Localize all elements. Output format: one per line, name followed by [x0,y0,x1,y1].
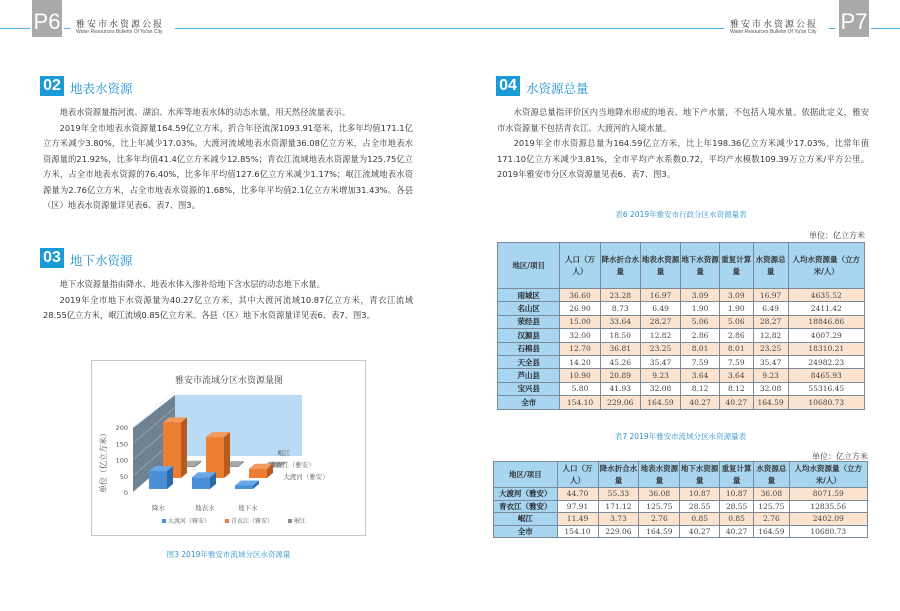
legend-label: 青衣江（雅安） [231,518,274,525]
chart-back-wall [175,395,302,456]
header-subtitle-right: Water Resources Bulletin Of Ya'an City [730,29,817,35]
table-cell: 8.12 [681,382,720,395]
row-label: 宝兴县 [498,382,560,395]
table-cell: 3.73 [598,513,639,526]
table-cell: 32.00 [560,329,600,342]
header-title-left: 雅安市水资源公报 [76,20,165,30]
column-header: 水资源总量 [754,462,789,488]
table-cell: 6.49 [640,302,680,315]
row-label: 天全县 [498,355,560,368]
table-basin-water [493,461,868,538]
section-title-groundwater: 地下水资源 [70,253,133,268]
table-cell: 3.09 [681,289,720,302]
x-tick-label: 地下水 [238,504,258,512]
page-number-right: P7 [839,0,869,37]
table-row [494,500,868,513]
row-label: 青衣江（雅安） [494,500,558,513]
header-rule-left-short [64,28,70,29]
row-label: 名山区 [498,302,560,315]
column-header: 人均水资源量（立方米/人） [789,462,867,488]
table7-caption: 表7 2019年雅安市流域分区水资源量表 [614,432,747,441]
table-cell: 12.70 [560,342,600,355]
column-header: 人均水资源量（立方米/人） [788,243,864,289]
column-header: 重复计算量 [719,243,753,289]
table-cell: 4635.52 [788,289,864,302]
bar-1-series-0 [192,477,210,489]
y-tick-label: 150 [115,440,128,449]
table-cell: 40.27 [680,525,720,538]
depth-axis-label: 青衣江（雅安） [269,461,315,469]
table-cell: 36.08 [754,488,789,501]
legend-swatch [162,519,166,523]
column-header: 重复计算量 [719,462,753,488]
column-header: 地下水资源量 [681,243,720,289]
table7-unit: 单位：亿立方米 [812,452,868,461]
column-header: 水资源总量 [753,243,788,289]
surface-water-text [43,105,413,214]
paragraph: 2019年全市水资源总量为164.59亿立方米，比上年198.36亿立方米减少17.03%，比常年值171.10亿立方米减少3.81%，全市平均产水系数0.72，平均产水模数109.39万立方米/平方公里。2019年雅安市分区水资源量见表6、表7、图3。 [497,138,869,179]
table-cell: 55316.45 [788,382,864,395]
table-cell: 35.47 [640,355,680,368]
table-cell: 125.75 [639,500,680,513]
table-cell: 23.25 [753,342,788,355]
bar-side [224,432,230,478]
table-row [498,355,865,368]
section-number-02: 02 [40,76,64,96]
y-tick-label: 50 [119,472,128,481]
table-row [498,396,865,409]
table-row [498,302,865,315]
column-header: 地表水资源量 [640,243,680,289]
table-row [498,342,865,355]
table-cell: 28.55 [680,500,720,513]
table-cell: 18846.86 [788,315,864,328]
depth-axis-label: 大渡河（雅安） [283,473,329,481]
table-row [498,369,865,382]
row-label: 荥经县 [498,315,560,328]
header-rule-right-long [450,28,724,29]
table-cell: 154.10 [557,525,598,538]
table-cell: 2.76 [754,513,789,526]
table-cell: 11.49 [557,513,598,526]
table-cell: 164.59 [753,396,788,409]
table-cell: 18310.21 [788,342,864,355]
x-tick-label: 降水 [152,504,165,512]
table-cell: 40.27 [719,525,753,538]
depth-axis-label: 岷江 [277,449,291,457]
table-cell: 7.59 [719,355,753,368]
groundwater-text [43,277,413,324]
y-tick-label: 100 [115,456,128,465]
table-cell: 154.10 [560,396,600,409]
total-water-text [497,105,869,183]
header-rule-left-long [175,28,450,29]
table-cell: 164.59 [754,525,789,538]
section-number-04: 04 [496,76,520,96]
table-cell: 3.64 [719,369,753,382]
table-cell: 10.87 [680,488,720,501]
table-cell: 0.85 [719,513,753,526]
x-tick-label: 地表水 [195,504,215,512]
row-label: 全市 [498,396,560,409]
table-cell: 23.25 [640,342,680,355]
table-cell: 8.01 [681,342,720,355]
section-number-03: 03 [40,248,64,268]
table-cell: 10.87 [719,488,753,501]
table-cell: 8071.59 [789,488,867,501]
header-rule-right-short [829,28,835,29]
paragraph: 地表水资源量指河流、湖泊、水库等地表水体的动态水量，用天然径流量表示。 [59,107,350,117]
table-cell: 12.82 [640,329,680,342]
table-cell: 12.82 [753,329,788,342]
table-cell: 16.97 [640,289,680,302]
paragraph: 2019年全市地表水资源量164.59亿立方米，折合年径流深1093.91毫米，比多年均值171.1亿立方米减少3.80%，比上年减少17.03%。大渡河流域地表水资源量36.08亿立方米，占全市地表水资源量的21.92%，比多年均值41.4亿立方米减少12.85%；青衣江流域地表水资源量为125.75亿立方米，占全市地表水资源的76.40%，比多年平均值127.6亿立方米减少1.17%；岷江流域地表水资源量为2.76亿立方米，占全市地表水资源的1.68%，比多年平均值2.1亿立方米增加31.43%。各县（区）地表水资源量详见表6、表7、图3。 [43,122,413,210]
row-label: 芦山县 [498,369,560,382]
table-cell: 26.90 [560,302,600,315]
table-cell: 2411.42 [788,302,864,315]
table-cell: 18.50 [600,329,640,342]
row-label: 全市 [494,525,558,538]
paragraph: 2019年全市地下水资源量为40.27亿立方米，其中大渡河流域10.87亿立方米，青衣江流域28.55亿立方米，岷江流域0.85亿立方米。各县（区）地下水资源量详见表6、表7、图3。 [43,294,413,320]
table-cell: 44.70 [557,488,598,501]
bar-0-series-0 [149,471,167,489]
table-cell: 229.06 [598,525,639,538]
table-cell: 16.97 [753,289,788,302]
column-header: 降水折合水量 [600,243,640,289]
column-header: 地表水资源量 [639,462,680,488]
table-cell: 35.47 [753,355,788,368]
table-cell: 0.85 [680,513,720,526]
table-cell: 55.33 [598,488,639,501]
bar-chart-3d [92,361,367,537]
section-title-surface-water: 地表水资源 [70,81,133,96]
row-label: 岷江 [494,513,558,526]
table-cell: 4007.29 [788,329,864,342]
table-cell: 20.89 [600,369,640,382]
table-row [498,315,865,328]
table-cell: 23.28 [600,289,640,302]
table-cell: 32.08 [753,382,788,395]
table-cell: 10.90 [560,369,600,382]
table-cell: 229.06 [600,396,640,409]
y-axis-label: 单位（亿立方米） [99,429,108,493]
bar-2-series-1 [249,469,267,478]
y-tick-label: 0 [123,489,128,497]
table-cell: 36.08 [639,488,680,501]
table-cell: 28.27 [640,315,680,328]
table-cell: 97.91 [557,500,598,513]
table-row [498,329,865,342]
table-cell: 28.27 [753,315,788,328]
table-cell: 28.55 [719,500,753,513]
bar-2-series-0 [235,485,253,489]
table-cell: 40.27 [681,396,720,409]
page-number-left: P6 [32,0,62,37]
table-cell: 3.09 [719,289,753,302]
table-header-row [498,243,865,289]
header-rule-right [871,28,900,29]
figure-caption: 图3 2019年雅安市流域分区水资源量 [166,550,291,559]
table-row [494,525,868,538]
row-label: 雨城区 [498,289,560,302]
table6-unit: 单位：亿立方米 [809,231,865,240]
table-cell: 36.81 [600,342,640,355]
chart-frame [91,360,366,536]
table-cell: 10680.73 [788,396,864,409]
table-cell: 9.23 [640,369,680,382]
table-cell: 15.00 [560,315,600,328]
legend-swatch [225,519,229,523]
table-header-row [494,462,868,488]
table-cell: 24982.23 [788,355,864,368]
table6-caption: 表6 2019年雅安市行政分区水资源量表 [615,210,747,219]
table-cell: 5.06 [719,315,753,328]
table-cell: 32.08 [640,382,680,395]
table-cell: 9.23 [753,369,788,382]
table-cell: 12835.56 [789,500,867,513]
table-cell: 164.59 [640,396,680,409]
table-cell: 6.49 [753,302,788,315]
row-label: 汉源县 [498,329,560,342]
table-cell: 1.90 [719,302,753,315]
table-cell: 14.20 [560,355,600,368]
table-cell: 8465.93 [788,369,864,382]
header-subtitle-left: Water Resources Bulletin Of Ya'an City [76,29,163,35]
y-tick-label: 200 [115,424,128,432]
table-cell: 7.59 [681,355,720,368]
column-header: 降水折合水量 [598,462,639,488]
column-header: 人口（万人） [560,243,600,289]
table-cell: 3.64 [681,369,720,382]
paragraph: 地下水资源量指由降水、地表水体入渗补给地下含水层的动态地下水量。 [59,279,326,289]
table-row [494,488,868,501]
table-cell: 40.27 [719,396,753,409]
chart-title: 雅安市流域分区水资源量图 [174,376,284,386]
paragraph: 水资源总量指评价区内当地降水形成的地表、地下产水量，不包括入境水量。依据此定义，雅安市水资源量不包括青衣江、大渡河的入境水量。 [497,107,869,133]
table-cell: 5.80 [560,382,600,395]
table-cell: 1.90 [681,302,720,315]
table-cell: 164.59 [639,525,680,538]
legend-swatch [288,519,292,523]
column-header: 地区/项目 [498,243,560,289]
table-cell: 8.12 [719,382,753,395]
table-cell: 41.93 [600,382,640,395]
table-cell: 10680.73 [789,525,867,538]
table-cell: 33.64 [600,315,640,328]
table-cell: 5.06 [681,315,720,328]
section-title-total-water: 水资源总量 [526,81,589,96]
table-row [498,289,865,302]
column-header: 人口（万人） [557,462,598,488]
header-title-right: 雅安市水资源公报 [730,20,819,30]
header-rule-left [0,28,30,29]
table-cell: 2.86 [681,329,720,342]
table-cell: 125.75 [754,500,789,513]
legend-label: 大渡河（雅安） [168,518,211,525]
table-cell: 171.12 [598,500,639,513]
table-admin-district-water [497,242,865,410]
table-row [494,513,868,526]
row-label: 大渡河（雅安） [494,488,558,501]
table-cell: 8.73 [600,302,640,315]
table-cell: 2.76 [639,513,680,526]
table-cell: 2.86 [719,329,753,342]
table-cell: 8.01 [719,342,753,355]
row-label: 石棉县 [498,342,560,355]
bar-1-series-1 [206,437,224,478]
column-header: 地区/项目 [494,462,558,488]
table-row [498,382,865,395]
table-cell: 45.26 [600,355,640,368]
column-header: 地下水资源量 [680,462,720,488]
table-cell: 36.60 [560,289,600,302]
legend-label: 岷江 [294,518,307,525]
bar-side [181,417,187,478]
table-cell: 2402.09 [789,513,867,526]
